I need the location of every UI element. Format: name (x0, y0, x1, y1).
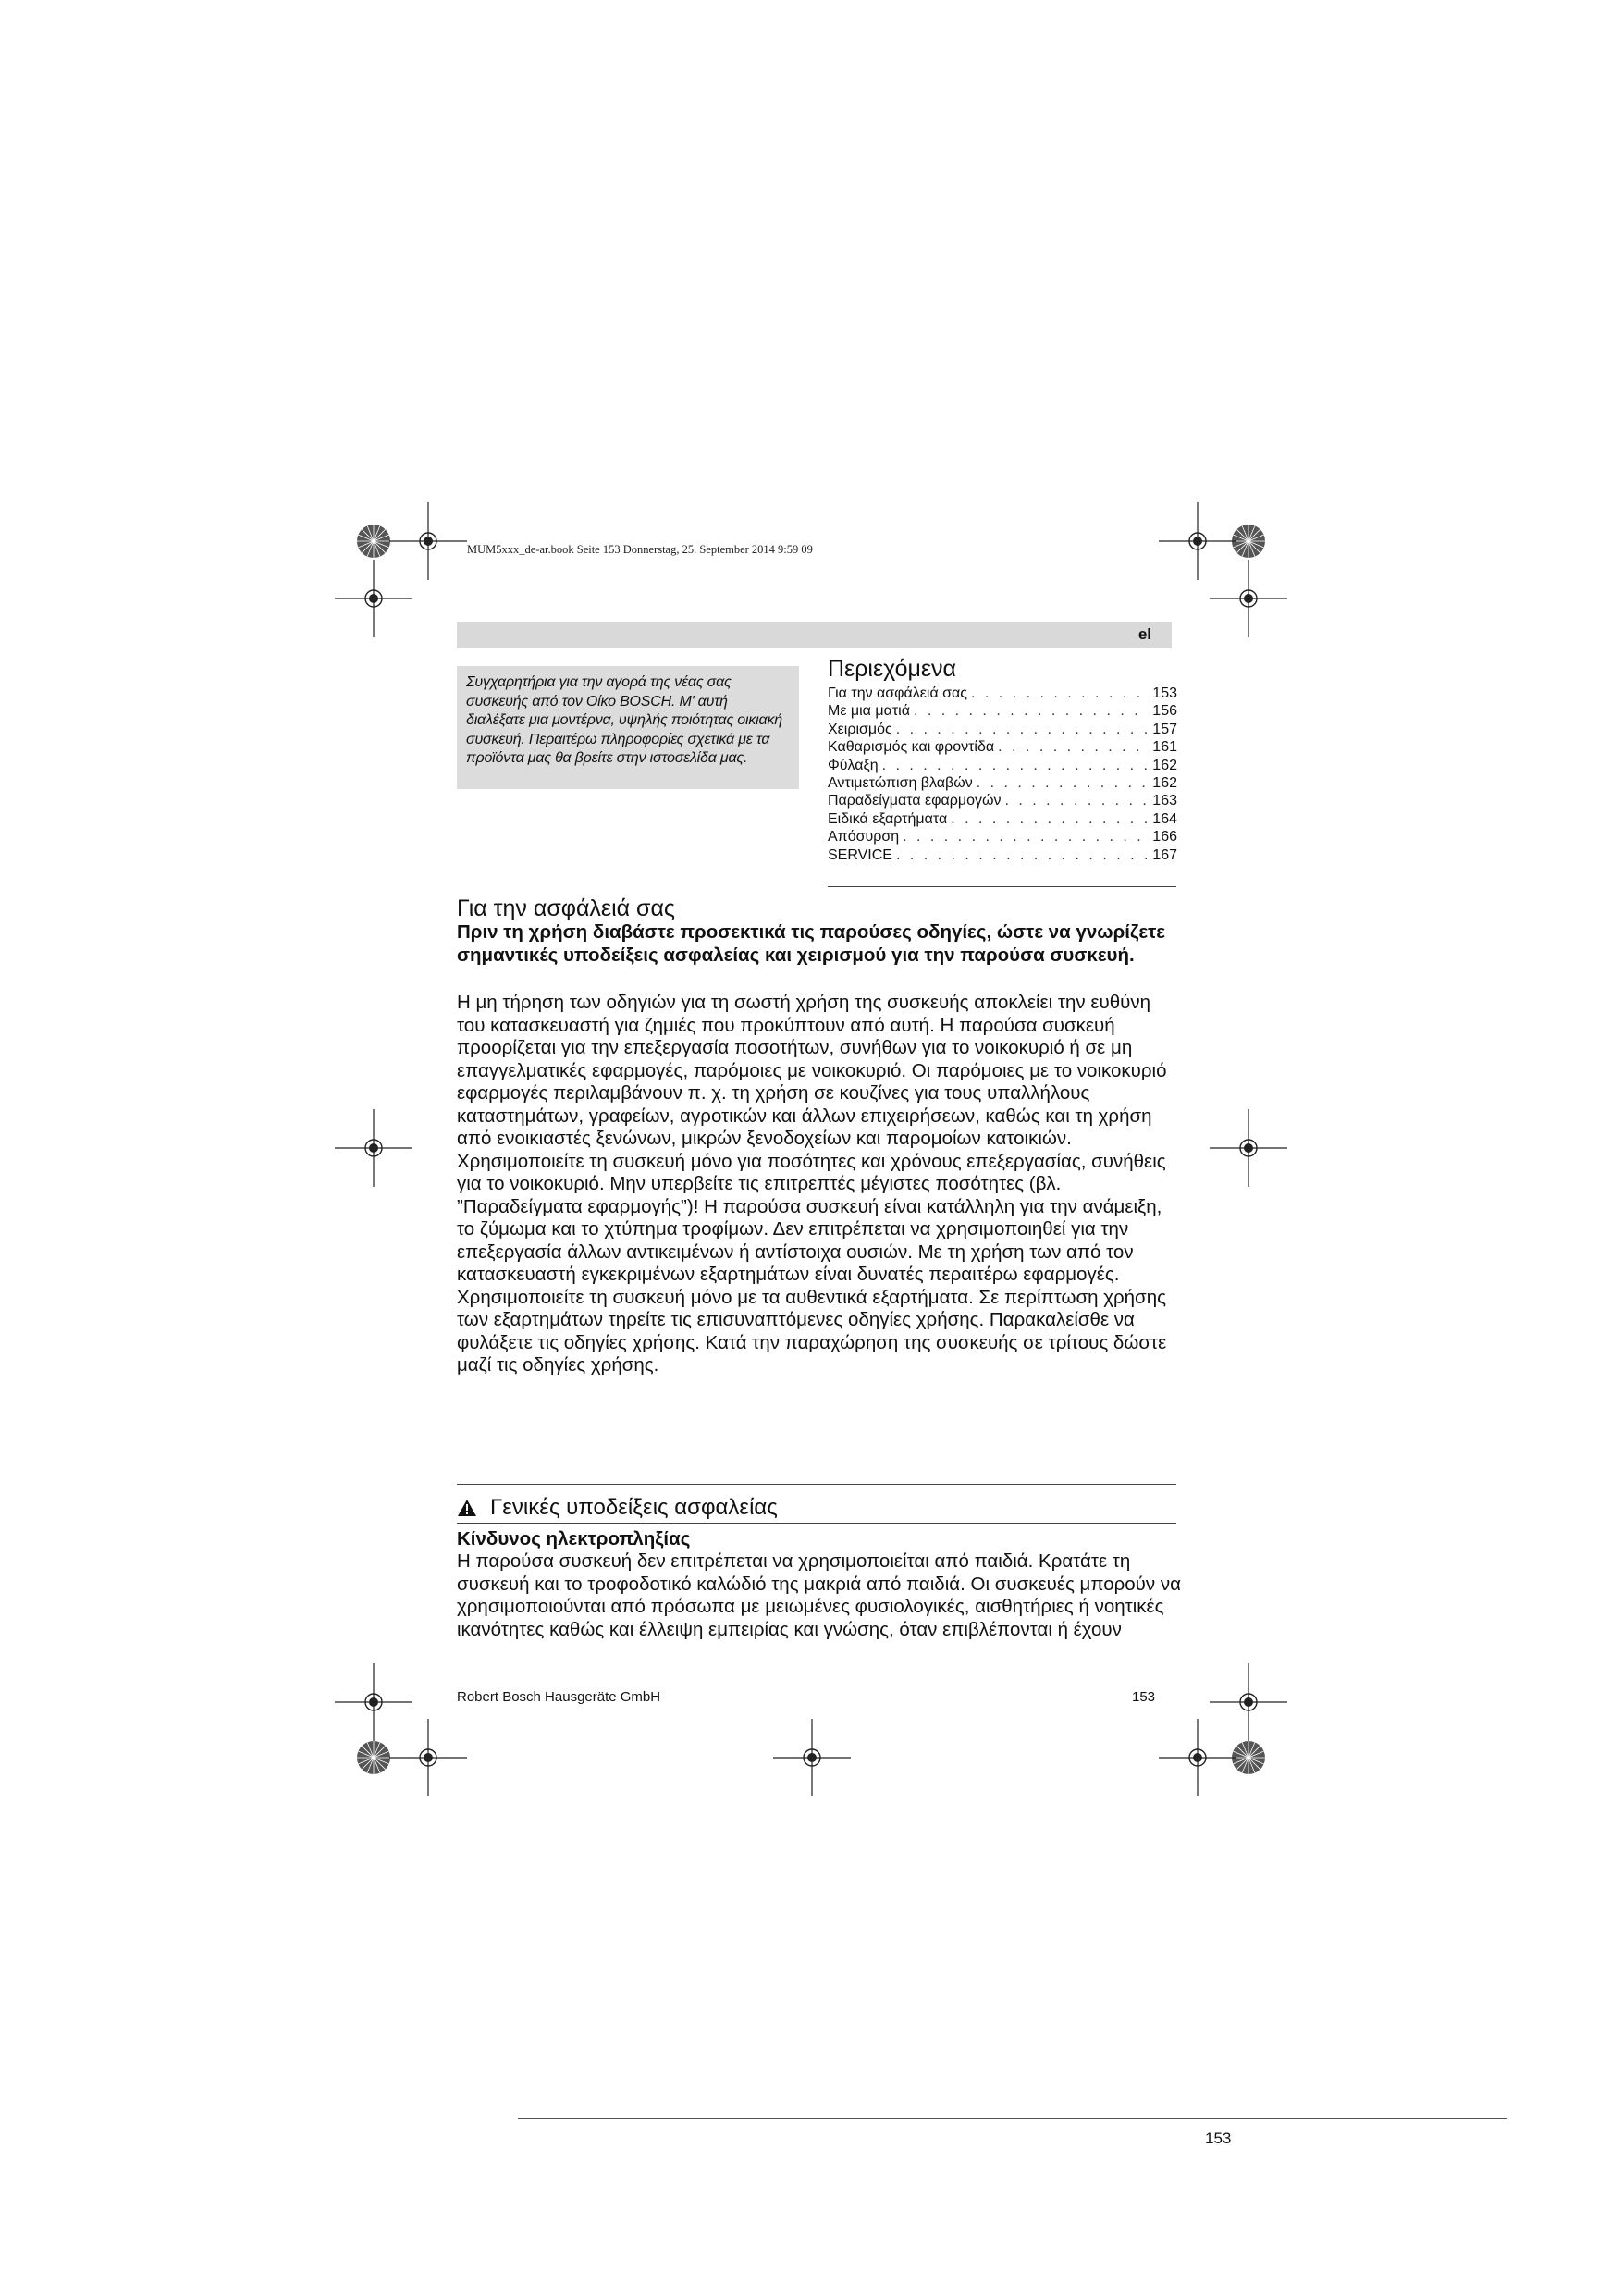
divider (457, 1523, 1176, 1524)
toc-title: Περιεχόμενα (828, 656, 956, 682)
toc-leader-dots (903, 828, 1149, 846)
page-number: 153 (1205, 2129, 1232, 2147)
subsection-title (457, 1494, 778, 1522)
language-tag: el (1137, 625, 1151, 643)
toc-entry-page: 163 (1152, 793, 1177, 809)
toc-entry-page: 156 (1152, 703, 1177, 720)
toc-entry-label: Για την ασφάλειά σας (828, 685, 968, 701)
section-title: Για την ασφάλειά σας (457, 895, 675, 921)
toc-entry-page: 166 (1152, 829, 1177, 846)
toc-entry-label: Φύλαξη (828, 757, 879, 773)
toc-entry[interactable] (828, 738, 1177, 756)
toc-entry-label: Χειρισμός (828, 721, 892, 737)
toc-entry[interactable] (828, 702, 1177, 720)
toc-entry[interactable] (828, 810, 1177, 828)
toc-entry[interactable] (828, 721, 1177, 738)
toc-entry-label: SERVICE (828, 846, 892, 863)
toc-leader-dots (951, 810, 1149, 828)
table-of-contents (828, 655, 1177, 864)
section-body: Η μη τήρηση των οδηγιών για τη σωστή χρήση της συσκευής αποκλείει την ευθύνη του κατασκευαστή για ζημιές που προκύπτουν από αυτή. Η παρούσα συσκευή προορίζεται για την επεξεργασία ποσοτήτων, συνήθων για το νοικοκυριό ή σε μη επαγγελματικές εφαρμογές, παρόμοιες με νοικοκυριό. Οι παρόμοιες με το νοικοκυριό εφαρμογές περιλαμβάνουν π. χ. τη χρήση σε κουζίνες για τους υπαλλήλους καταστημάτων, γραφείων, αγροτικών και άλλων επιχειρήσεων, καθώς και τη χρήση από ενοικιαστές ξενώνων, μικρών ξενοδοχείων και παρομοίων κατοικιών. Χρησιμοποιείτε τη συσκευή μόνο για ποσότητες και χρόνους επεξεργασίας, συνήθεις για το νοικοκυριό. Μην υπερβείτε τις επιτρεπτές μέγιστες ποσότητες (βλ. ”Παραδείγματα εφαρμογής”)! Η παρούσα συσκευή είναι κατάλληλη για την ανάμειξη, το ζύμωμα και το χτύπημα τροφίμων. Δεν επιτρέπεται να χρησιμοποιηθεί για την επεξεργασία άλλων αντικειμένων ή αντίστοιχα ουσιών. Με τη χρήση των από τον κατασκευαστή εγκεκριμένων εξαρτημάτων είναι δυνατές περαιτέρω εφαρμογές. Χρησιμοποιείτε τη συσκευή μόνο με τα αυθεντικά εξαρτήματα. Σε περίπτωση χρήσης των εξαρτημάτων τηρείτε τις επισυναπτόμενες οδηγίες χρήσης. Παρακαλείσθε να φυλάξετε τις οδηγίες χρήσης. Κατά την παραχώρηση της συσκευής σε τρίτους δώστε μαζί τις οδηγίες χρήσης. (457, 992, 1167, 1376)
toc-leader-dots (896, 721, 1150, 738)
print-header: MUM5xxx_de-ar.book Seite 153 Donnerstag, 25. September 2014 9:59 09 (467, 543, 813, 556)
toc-leader-dots (977, 774, 1150, 792)
toc-leader-dots (971, 685, 1149, 702)
toc-entry[interactable] (828, 685, 1177, 702)
footer-company: Robert Bosch Hausgeräte GmbH (457, 1689, 661, 1705)
divider (828, 886, 1176, 887)
language-bar (457, 622, 1172, 648)
hazard-body: Η παρούσα συσκευή δεν επιτρέπεται να χρησιμοποιείται από παιδιά. Κρατάτε τη συσκευή και το τροφοδοτικό καλώδιό της μακριά από παιδιά. Οι συσκευές μπορούν να χρησιμοποιούνται από πρόσωπα με μειωμένες φυσιολογικές, αισθητήριες ή νοητικές ικανότητες καθώς και έλλειψη εμπειρίας και γνώσης, όταν επιβλέπονται ή έχουν (457, 1550, 1181, 1640)
warning-icon (457, 1499, 477, 1517)
toc-leader-dots (896, 846, 1149, 864)
footer-page-number: 153 (1132, 1689, 1156, 1705)
page-bottom-rule (518, 2118, 1507, 2119)
toc-entry[interactable] (828, 846, 1177, 864)
intro-box: Συγχαρητήρια για την αγορά της νέας σας συσκευής από τον Οίκο BOSCH. Μ' αυτή διαλέξατε μια μοντέρνα, υψηλής ποιότητας οικιακή συσκευή. Περαιτέρω πληροφορίες σχετικά με τα προϊόντα μας θα βρείτε στην ιστοσελίδα μας. (457, 666, 799, 789)
toc-entry[interactable] (828, 828, 1177, 846)
subsection-title-text: Γενικές υποδείξεις ασφαλείας (490, 1495, 778, 1520)
toc-entry-page: 162 (1152, 775, 1177, 792)
toc-entry-page: 153 (1152, 685, 1177, 701)
divider (457, 1484, 1176, 1485)
toc-leader-dots (914, 702, 1149, 720)
toc-entry-label: Ειδικά εξαρτήματα (828, 810, 948, 827)
toc-entry-page: 157 (1152, 721, 1177, 737)
toc-entry-page: 164 (1152, 810, 1177, 827)
toc-entry[interactable] (828, 774, 1177, 792)
toc-entry-label: Παραδείγματα εφαρμογών (828, 793, 1002, 809)
toc-entry-label: Καθαρισμός και φροντίδα (828, 739, 995, 756)
toc-entry-page: 162 (1152, 757, 1177, 773)
toc-leader-dots (882, 757, 1150, 774)
toc-leader-dots (998, 738, 1149, 756)
section-lead: Πριν τη χρήση διαβάστε προσεκτικά τις παρούσες οδηγίες, ώστε να γνωρίζετε σημαντικές υποδείξεις ασφαλείας και χειρισμού για την παρούσα συσκευή. (457, 921, 1165, 966)
toc-entry[interactable] (828, 757, 1177, 774)
toc-leader-dots (1004, 792, 1149, 809)
toc-entry[interactable] (828, 792, 1177, 809)
toc-entry-page: 167 (1152, 846, 1177, 863)
toc-entry-page: 161 (1152, 739, 1177, 756)
toc-entry-label: Με μια ματιά (828, 703, 910, 720)
toc-entry-label: Αντιμετώπιση βλαβών (828, 775, 973, 792)
toc-entry-label: Απόσυρση (828, 829, 900, 846)
hazard-title: Κίνδυνος ηλεκτροπληξίας (457, 1528, 691, 1549)
